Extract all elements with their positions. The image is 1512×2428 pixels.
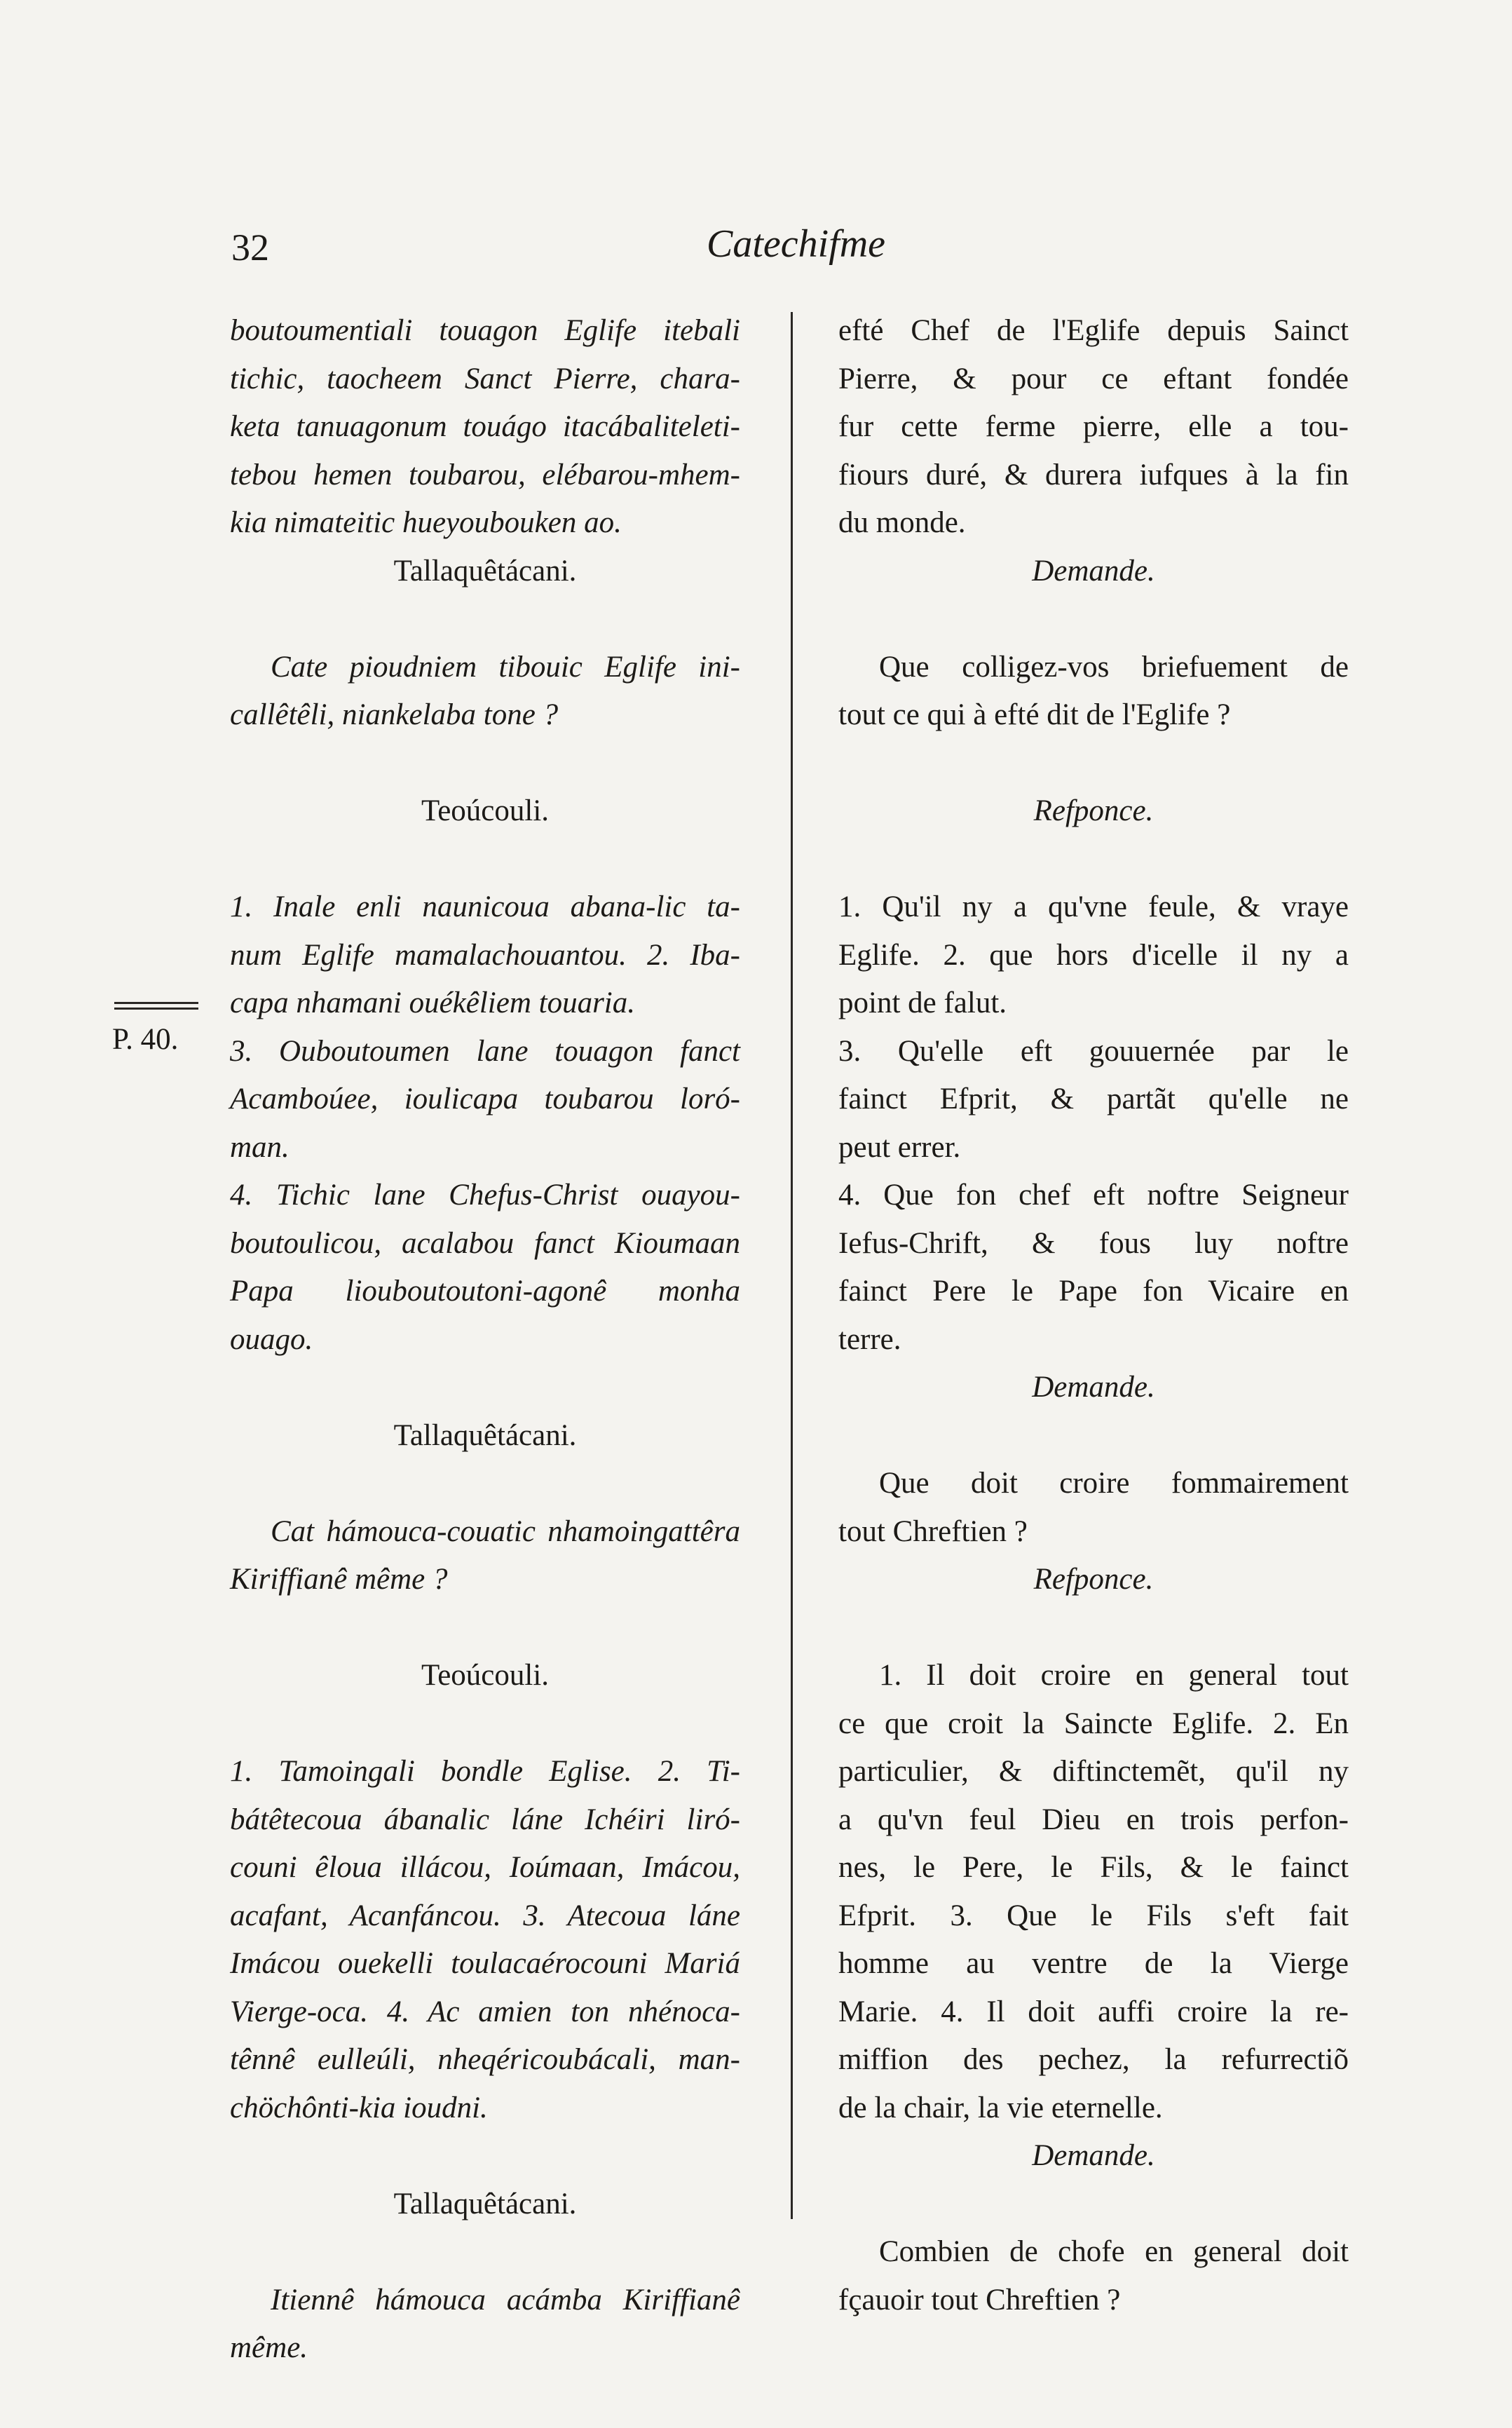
paragraph: [838, 307, 1349, 548]
text-line: acafant, Acanfáncou. 3. Atecoua láne: [230, 1899, 740, 1932]
text-line: ouago.: [230, 1322, 313, 1356]
text-line: Papa liouboutoutoni-agonê monha: [230, 1275, 740, 1308]
answer: [838, 1652, 1349, 2132]
text-line: particulier, & diftinctemẽt, qu'il ny: [838, 1755, 1349, 1788]
text-line: Efprit. 3. Que le Fils s'eft fait: [838, 1899, 1349, 1932]
question: [838, 2228, 1349, 2324]
text-line: boutoulicou, acalabou fanct Kioumaan: [230, 1226, 740, 1260]
text-line: 1. Tamoingali bondle Eglise. 2. Ti-: [230, 1755, 740, 1788]
answer: [230, 883, 740, 1364]
text-line: fainct Pere le Pape fon Vicaire en: [838, 1275, 1349, 1308]
text-line: callêtêli, niankelaba tone ?: [230, 698, 559, 731]
question: [230, 1508, 740, 1604]
question: [230, 2277, 740, 2373]
text-line: fçauoir tout Chreftien ?: [838, 2283, 1121, 2317]
question: [230, 644, 740, 740]
text-line: Iefus-Chrift, & fous luy noftre: [838, 1226, 1349, 1260]
text-line: même.: [230, 2331, 308, 2364]
text-line: Marie. 4. Il doit auffi croire la re-: [838, 1995, 1349, 2028]
right-column: [838, 307, 1349, 2324]
text-line: boutoumentiali touagon Eglife itebali: [230, 314, 740, 347]
section-heading: Demande.: [1032, 1371, 1155, 1404]
text-line: Cate pioudniem tibouic Eglife ini-: [271, 650, 740, 684]
text-line: efté Chef de l'Eglife depuis Sainct: [838, 314, 1349, 347]
paragraph: [230, 307, 740, 548]
section-heading: Demande.: [1032, 2139, 1155, 2172]
text-line: Combien de chofe en general doit: [879, 2235, 1349, 2268]
section-heading: Teoúcouli.: [421, 1659, 550, 1692]
text-line: a qu'vn feul Dieu en trois perfon-: [838, 1803, 1349, 1836]
text-line: tênnê eulleúli, nheqéricoubácali, man-: [230, 2043, 740, 2076]
text-line: ce que croit la Saincte Eglife. 2. En: [838, 1707, 1349, 1740]
text-line: Que colligez-vos briefuement de: [879, 650, 1349, 684]
page-number: 32: [231, 226, 269, 269]
text-line: point de falut.: [838, 986, 1007, 1019]
section-heading: Tallaquêtácani.: [393, 2187, 577, 2220]
text-line: 1. Inale enli naunicoua abana-lic ta-: [230, 890, 740, 923]
section-heading: Demande.: [1032, 554, 1155, 588]
answer: [230, 1748, 740, 2132]
text-line: Pierre, & pour ce eftant fondée: [838, 362, 1349, 395]
text-line: Cat hámouca-couatic nhamoingattêra: [271, 1514, 740, 1548]
section-heading: Teoúcouli.: [421, 794, 550, 827]
text-line: Vierge-oca. 4. Ac amien ton nhénoca-: [230, 1995, 740, 2028]
text-line: tout ce qui à efté dit de l'Eglife ?: [838, 698, 1231, 731]
section-heading: Refponce.: [1033, 794, 1154, 827]
text-line: terre.: [838, 1322, 901, 1356]
text-line: tebou hemen toubarou, elébarou-mhem-: [230, 458, 740, 491]
text-line: num Eglife mamalachouantou. 2. Iba-: [230, 938, 740, 972]
text-line: fiours duré, & durera iufques à la fin: [838, 458, 1349, 491]
question: [838, 1460, 1349, 1556]
text-line: Itiennê hámouca acámba Kiriffianê: [271, 2283, 740, 2317]
margin-rule: [114, 1002, 198, 1012]
column-divider: [791, 312, 793, 2219]
text-line: kia nimateitic hueyoubouken ao.: [230, 506, 622, 539]
question: [838, 644, 1349, 740]
text-line: Acamboúee, ioulicapa toubarou loró-: [230, 1083, 740, 1115]
text-line: Kiriffianê même ?: [230, 1563, 448, 1596]
text-line: Imácou ouekelli toulacaérocouni Mariá: [230, 1947, 740, 1980]
text-line: keta tanuagonum touágo itacábaliteleti-: [230, 410, 740, 443]
text-line: capa nhamani ouékêliem touaria.: [230, 986, 636, 1019]
text-line: Que doit croire fommairement: [879, 1467, 1349, 1500]
text-line: man.: [230, 1130, 290, 1164]
text-line: 1. Qu'il ny a qu'vne feule, & vraye: [838, 890, 1349, 923]
text-line: peut errer.: [838, 1130, 961, 1164]
text-line: Eglife. 2. que hors d'icelle il ny a: [838, 938, 1349, 972]
text-line: 4. Tichic lane Chefus-Christ ouayou-: [230, 1179, 740, 1212]
text-line: 4. Que fon chef eft noftre Seigneur: [838, 1179, 1349, 1212]
section-heading: Refponce.: [1033, 1563, 1154, 1596]
text-line: de la chair, la vie eternelle.: [838, 2091, 1163, 2124]
running-title: Catechifme: [707, 222, 886, 266]
text-line: fainct Efprit, & partãt qu'elle ne: [838, 1083, 1349, 1115]
text-line: fur cette ferme pierre, elle a tou-: [838, 410, 1349, 443]
section-heading: Tallaquêtácani.: [393, 554, 577, 588]
section-heading: Tallaquêtácani.: [393, 1418, 577, 1452]
text-line: 3. Ouboutoumen lane touagon fanct: [230, 1034, 740, 1068]
margin-page-reference: P. 40.: [112, 1023, 179, 1056]
text-line: tout Chreftien ?: [838, 1514, 1028, 1548]
text-line: du monde.: [838, 506, 966, 539]
text-line: miffion des pechez, la refurrectiõ: [838, 2043, 1349, 2076]
left-column: [230, 307, 740, 2373]
answer: [838, 883, 1349, 1364]
text-line: 1. Il doit croire en general tout: [879, 1659, 1349, 1692]
text-line: bátêtecoua ábanalic láne Ichéiri liró-: [230, 1803, 740, 1836]
text-line: 3. Qu'elle eft gouuernée par le: [838, 1034, 1349, 1068]
text-line: couni êloua illácou, Ioúmaan, Imácou,: [230, 1851, 740, 1884]
text-line: nes, le Pere, le Fils, & le fainct: [838, 1851, 1349, 1884]
text-line: chöchônti-kia ioudni.: [230, 2091, 488, 2124]
text-line: tichic, taocheem Sanct Pierre, chara-: [230, 362, 740, 395]
text-line: homme au ventre de la Vierge: [838, 1947, 1349, 1980]
